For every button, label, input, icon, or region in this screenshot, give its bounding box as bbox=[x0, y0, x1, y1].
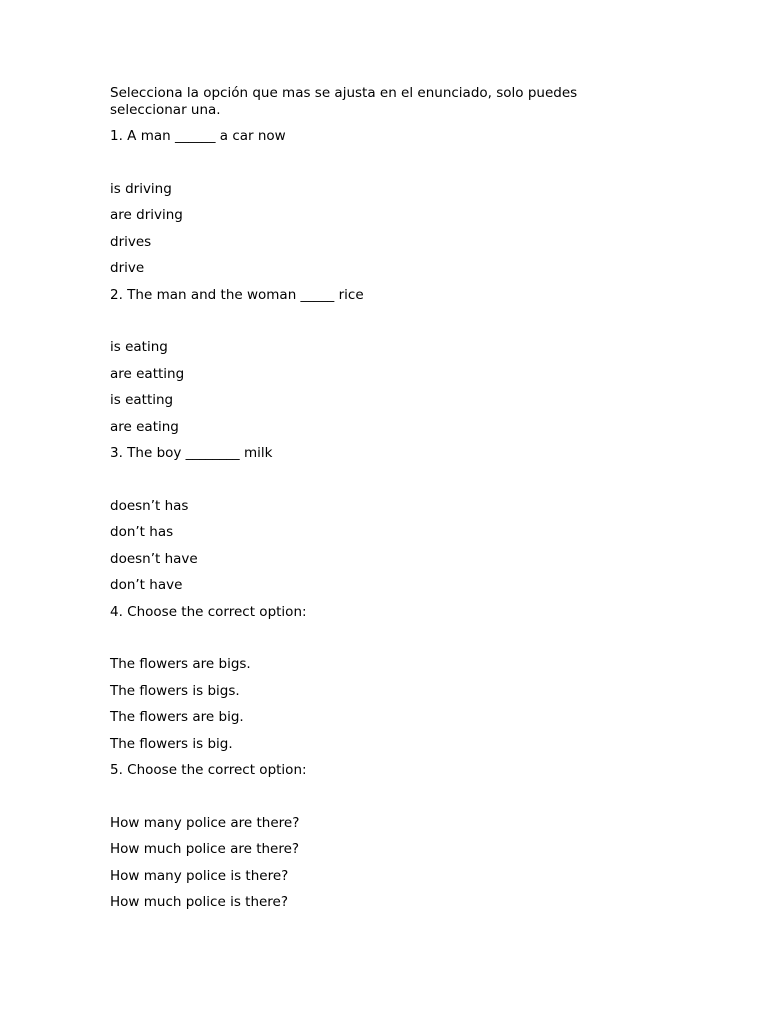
question-3 bbox=[110, 444, 630, 594]
answer-option[interactable]: don’t have bbox=[110, 577, 183, 593]
question-prompt: 2. The man and the woman _____ rice bbox=[110, 286, 364, 303]
blank-line bbox=[110, 154, 630, 172]
document-page bbox=[110, 85, 630, 920]
answer-option[interactable]: How many police is there? bbox=[110, 867, 289, 884]
answer-option[interactable]: drives bbox=[110, 233, 152, 250]
answer-option[interactable]: How much police is there? bbox=[110, 894, 289, 910]
answer-option[interactable]: drive bbox=[110, 260, 145, 276]
answer-option[interactable]: The flowers is big. bbox=[110, 735, 233, 752]
answer-option[interactable]: is driving bbox=[110, 180, 172, 197]
answer-option[interactable]: doesn’t have bbox=[110, 550, 198, 567]
blank-line bbox=[110, 471, 630, 489]
question-prompt: 1. A man ______ a car now bbox=[110, 128, 286, 144]
blank-line bbox=[110, 312, 630, 330]
answer-option[interactable]: are eatting bbox=[110, 365, 185, 382]
answer-option[interactable]: The flowers are big. bbox=[110, 709, 244, 725]
answer-option[interactable]: The flowers are bigs. bbox=[110, 656, 251, 672]
answer-option[interactable]: don’t has bbox=[110, 524, 174, 540]
answer-option[interactable]: is eating bbox=[110, 339, 168, 355]
answer-option[interactable]: The flowers is bigs. bbox=[110, 682, 240, 699]
instructions-text: Selecciona la opción que mas se ajusta en el enunciado, solo puedes seleccionar una. bbox=[110, 85, 578, 118]
question-prompt: 3. The boy ________ milk bbox=[110, 445, 273, 461]
question-prompt: 4. Choose the correct option: bbox=[110, 603, 307, 620]
question-5 bbox=[110, 761, 630, 911]
question-prompt: 5. Choose the correct option: bbox=[110, 762, 307, 778]
answer-option[interactable]: How much police are there? bbox=[110, 841, 300, 857]
answer-option[interactable]: are driving bbox=[110, 207, 183, 223]
question-4 bbox=[110, 603, 630, 753]
blank-line bbox=[110, 788, 630, 806]
answer-option[interactable]: How many police are there? bbox=[110, 814, 300, 831]
answer-option[interactable]: is eatting bbox=[110, 392, 174, 408]
answer-option[interactable]: are eating bbox=[110, 418, 179, 435]
blank-line bbox=[110, 629, 630, 647]
question-1 bbox=[110, 127, 630, 277]
answer-option[interactable]: doesn’t has bbox=[110, 497, 189, 514]
question-2 bbox=[110, 286, 630, 436]
